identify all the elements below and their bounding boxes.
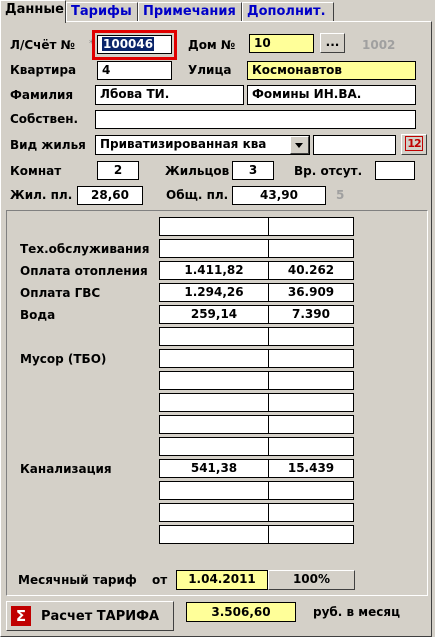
tariff-row-label: Мусор (ТБО) (20, 352, 107, 366)
tariff-row-rate[interactable] (268, 415, 354, 434)
tab-additional[interactable]: Дополнит. (242, 2, 334, 22)
house-field[interactable]: 10 (249, 34, 314, 53)
tariff-row-rate[interactable] (268, 393, 354, 412)
monthly-tariff-from-label: от (152, 573, 168, 587)
tariff-row-rate[interactable] (268, 217, 354, 236)
apartment-field[interactable]: 4 (97, 61, 172, 80)
rooms-label: Комнат (10, 164, 62, 178)
tariff-row-rate[interactable] (268, 239, 354, 258)
tab-tariffs[interactable]: Тарифы (66, 2, 138, 22)
owner-field[interactable] (95, 110, 416, 129)
street-field[interactable]: Космонавтов (247, 61, 416, 80)
monthly-tariff-date-field[interactable]: 1.04.2011 (176, 570, 268, 590)
tab-strip (0, 0, 435, 22)
tariff-row-rate[interactable] (268, 503, 354, 522)
living-area-label: Жил. пл. (10, 188, 73, 202)
tariff-row-rate[interactable] (268, 481, 354, 500)
tariff-row-label: Оплата отопления (20, 264, 148, 278)
account-value: 100046 (103, 37, 154, 51)
tariff-row-label: Оплата ГВС (20, 286, 101, 300)
residents-field[interactable]: 3 (232, 161, 274, 180)
living-area-field[interactable]: 28,60 (77, 186, 143, 205)
surname-field-1[interactable]: Лбова ТИ. (95, 85, 244, 105)
apartment-label: Квартира (10, 63, 77, 77)
tariff-row-amount[interactable] (159, 503, 269, 522)
tariff-row-amount[interactable] (159, 437, 269, 456)
surname-label: Фамилия (10, 88, 74, 102)
tariff-row-rate[interactable] (268, 525, 354, 544)
tariff-row-amount[interactable] (159, 393, 269, 412)
tariff-row-rate[interactable]: 36.909 (268, 283, 354, 302)
star-icon: * (89, 39, 94, 49)
tariff-row-amount[interactable] (159, 349, 269, 368)
tab-notes[interactable]: Примечания (138, 2, 242, 22)
tariff-row-rate[interactable] (268, 349, 354, 368)
owner-label: Собствен. (10, 112, 79, 126)
tariff-row-amount[interactable]: 259,14 (159, 305, 269, 324)
tariff-row-amount[interactable] (159, 371, 269, 390)
surname-field-2[interactable]: Фомины ИН.ВА. (247, 85, 416, 105)
tariff-row-amount[interactable] (159, 481, 269, 500)
tariff-row-amount[interactable] (159, 525, 269, 544)
house-id-text: 1002 (362, 38, 396, 52)
tariff-row-amount[interactable]: 1.411,82 (159, 261, 269, 280)
tariff-row-rate[interactable]: 40.262 (268, 261, 354, 280)
house-label: Дом № (188, 38, 236, 52)
sigma-icon: Σ (11, 606, 31, 626)
tariff-row-amount[interactable] (159, 327, 269, 346)
monthly-tariff-label: Месячный тариф (18, 573, 137, 587)
tariff-row-amount[interactable]: 541,38 (159, 459, 269, 478)
housing-type-label: Вид жилья (10, 138, 86, 152)
tariff-row-rate[interactable] (268, 437, 354, 456)
monthly-total-unit: руб. в месяц (313, 605, 400, 619)
tariff-row-label: Канализация (20, 462, 112, 476)
chevron-down-icon (295, 143, 303, 148)
account-field[interactable] (97, 35, 172, 54)
tariff-row-amount[interactable]: 1.294,26 (159, 283, 269, 302)
residents-label: Жильцов (165, 164, 230, 178)
housing-type-extra-field[interactable] (313, 135, 396, 155)
housing-type-calc-button[interactable] (401, 134, 427, 155)
tariff-row-amount[interactable] (159, 415, 269, 434)
calc-tariff-button-label: Расчет ТАРИФА (41, 609, 160, 624)
tab-data[interactable]: Данные (0, 0, 66, 23)
tariff-row-amount[interactable] (159, 239, 269, 258)
housing-type-value: Приватизированная ква (100, 137, 267, 151)
monthly-total-field: 3.506,60 (186, 602, 296, 622)
total-area-field[interactable]: 43,90 (232, 186, 326, 205)
number-12-icon: 12 (407, 137, 421, 150)
tariff-row-rate[interactable]: 15.439 (268, 459, 354, 478)
account-label: Л/Счёт № (10, 38, 76, 52)
tariff-row-rate[interactable]: 7.390 (268, 305, 354, 324)
tariff-row-label: Вода (20, 308, 56, 322)
temp-absent-field[interactable] (375, 161, 415, 180)
house-browse-button[interactable]: ... (320, 33, 345, 53)
rooms-field[interactable]: 2 (97, 161, 139, 180)
tariff-row-amount[interactable] (159, 217, 269, 236)
monthly-tariff-percent-button[interactable]: 100% (268, 570, 355, 590)
calc-tariff-button[interactable] (6, 601, 174, 631)
temp-absent-label: Вр. отсут. (294, 164, 363, 178)
tariff-row-rate[interactable] (268, 371, 354, 390)
housing-type-select[interactable] (95, 135, 310, 155)
total-area-after-text: 5 (336, 188, 345, 202)
total-area-label: Общ. пл. (166, 188, 229, 202)
housing-type-dropdown-button[interactable] (290, 136, 309, 154)
tariff-row-label: Тех.обслуживания (20, 242, 150, 256)
street-label: Улица (188, 63, 232, 77)
tariff-row-rate[interactable] (268, 327, 354, 346)
